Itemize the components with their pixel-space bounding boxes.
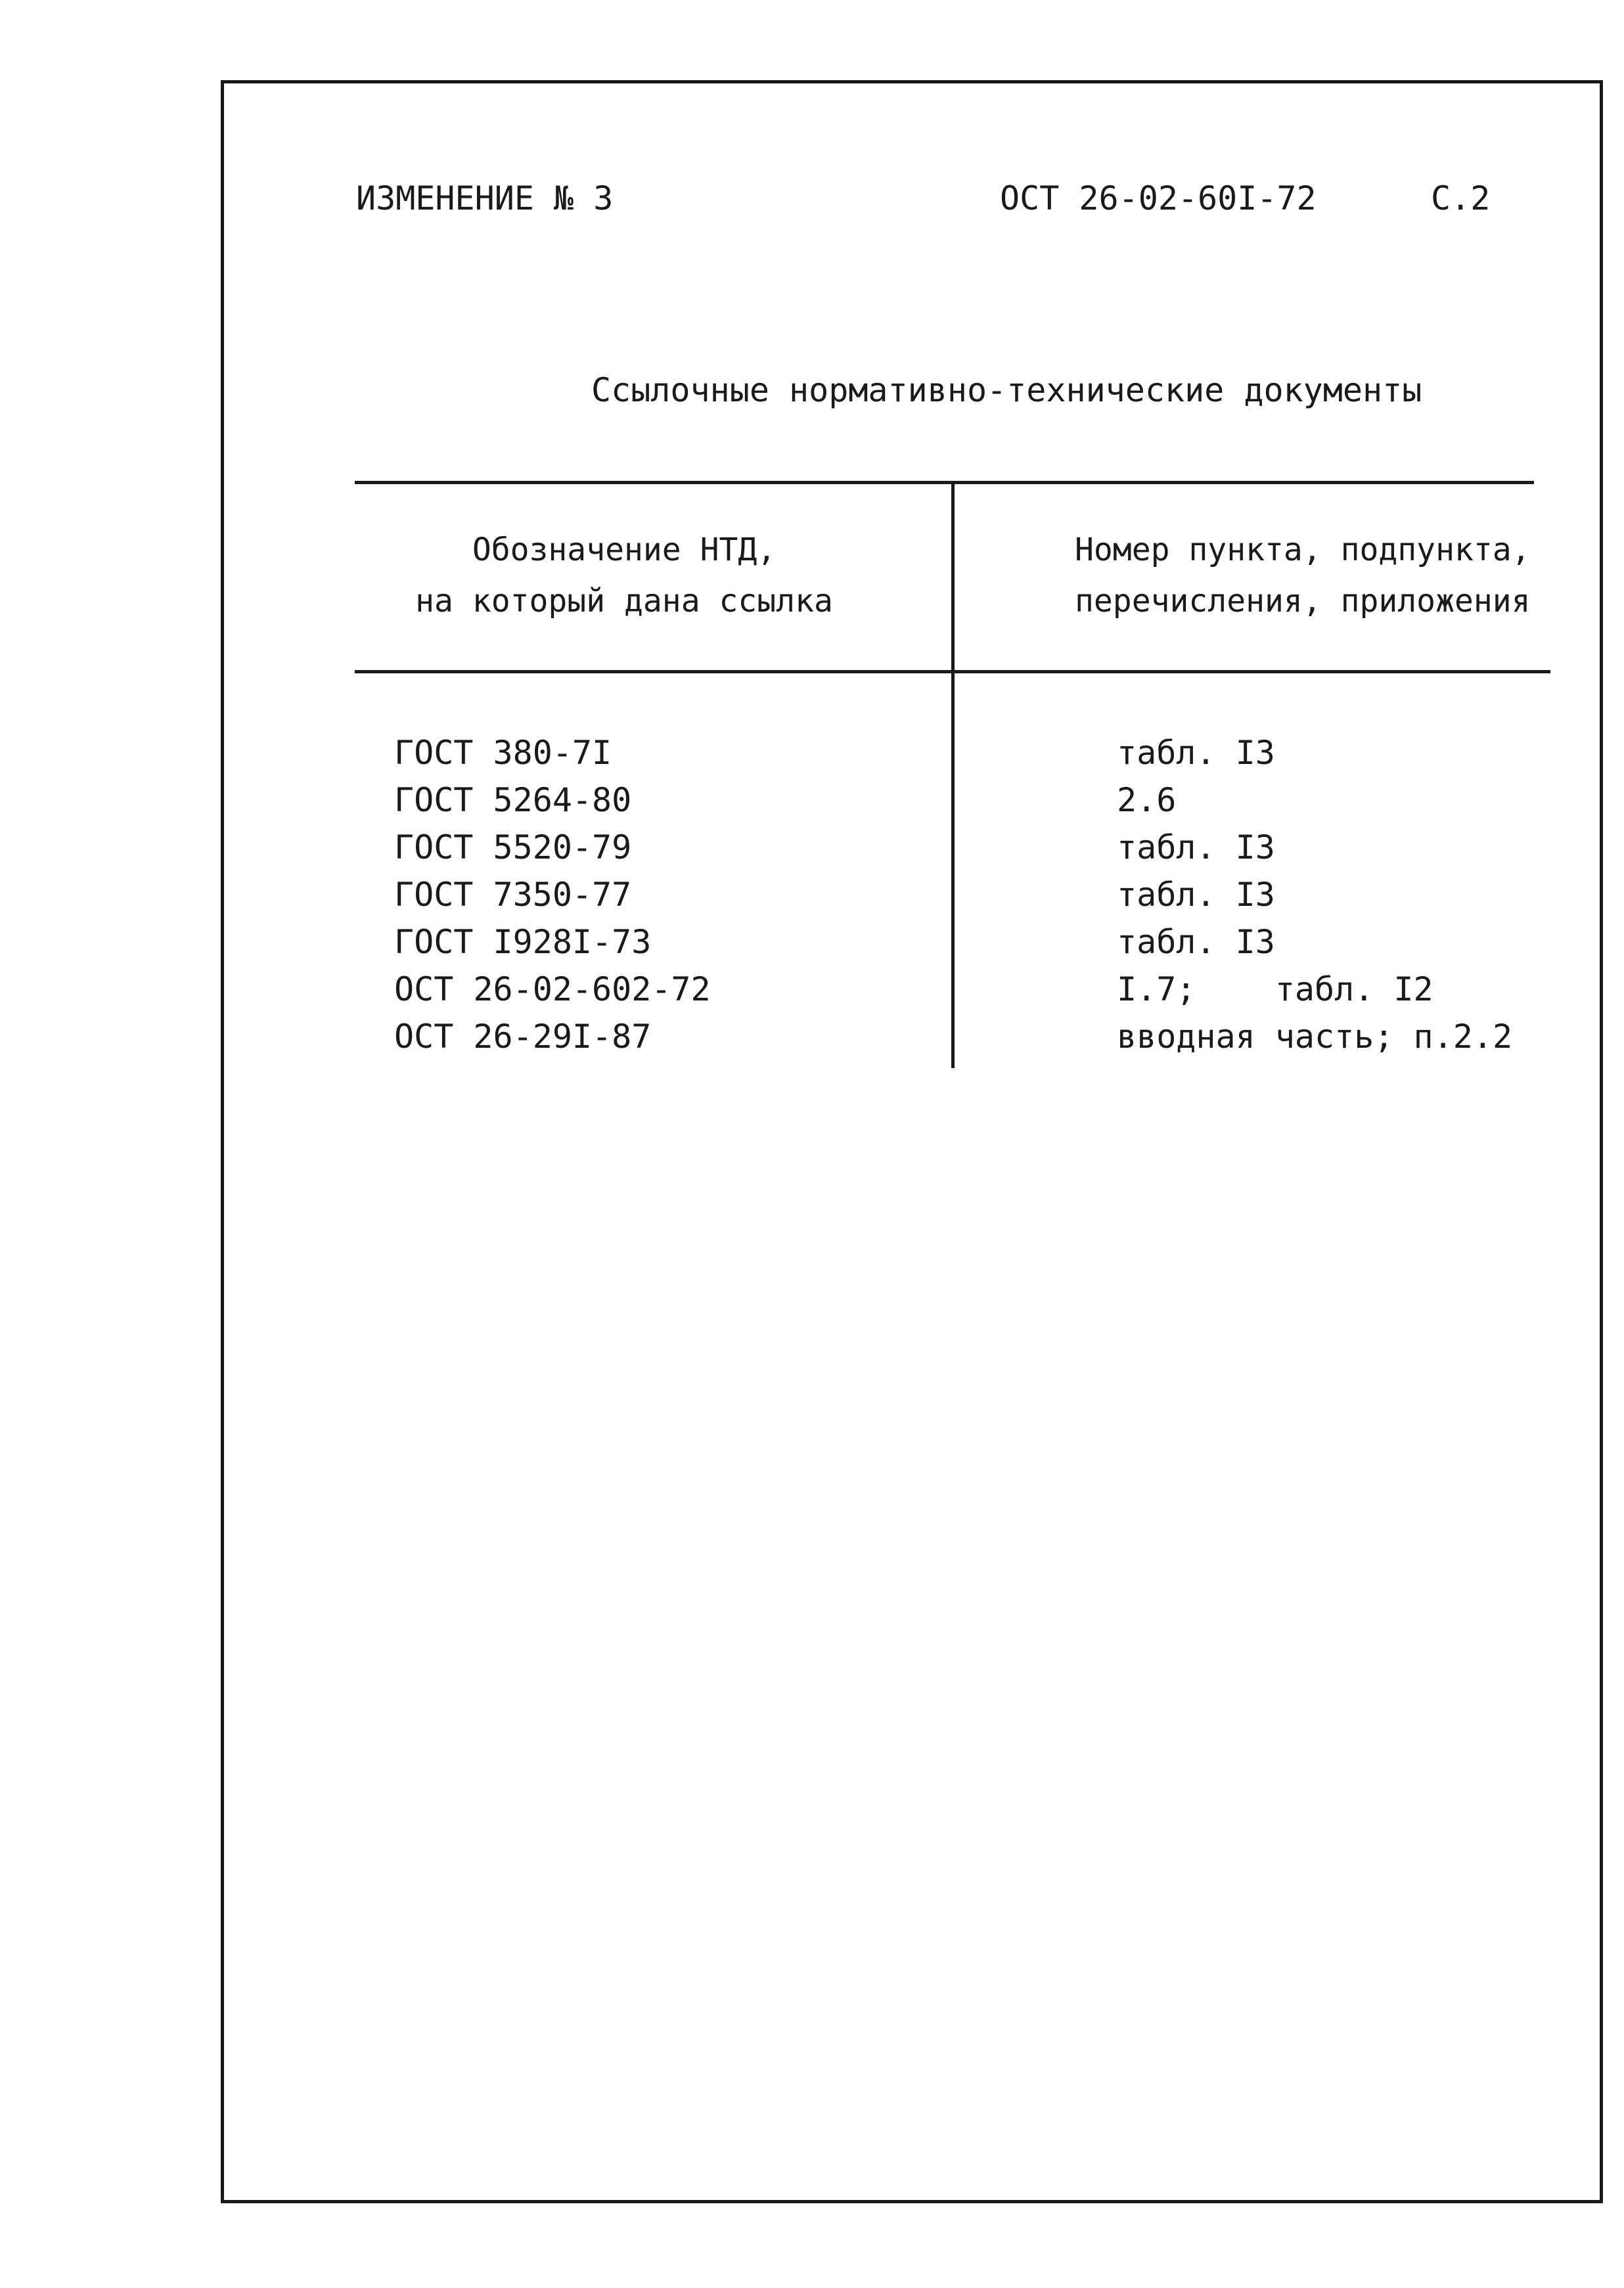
- clause-reference: табл. I3: [1117, 734, 1275, 772]
- clause-reference: вводная часть; п.2.2: [1117, 1018, 1513, 1056]
- document-list: [394, 729, 711, 1060]
- clause-reference: табл. I3: [1117, 876, 1275, 914]
- column-header-line: перечисления, приложения: [1075, 583, 1531, 619]
- clause-reference: I.7; табл. I2: [1117, 970, 1433, 1008]
- clause-reference: 2.6: [1117, 781, 1177, 819]
- column-header-line: Номер пункта, подпункта,: [1075, 531, 1531, 568]
- page-title: Ссылочные нормативно-технические документы: [591, 371, 1422, 409]
- column-divider: [951, 482, 955, 1068]
- document-designation: ГОСТ 7350-77: [394, 876, 632, 914]
- clause-list: [1117, 729, 1512, 1060]
- clause-reference: табл. I3: [1117, 923, 1275, 961]
- document-designation: ГОСТ 5520-79: [394, 828, 632, 866]
- standard-designation: ОСТ 26-02-60I-72: [1000, 179, 1317, 217]
- column-header-line: на который дана ссылка: [415, 583, 833, 619]
- page-number: С.2: [1431, 179, 1491, 217]
- clause-reference: табл. I3: [1117, 828, 1275, 866]
- document-designation: ОСТ 26-02-602-72: [394, 970, 711, 1008]
- column-header-document: [394, 524, 854, 627]
- column-header-clause: [1075, 524, 1531, 627]
- document-designation: ГОСТ 380-7I: [394, 734, 612, 772]
- document-designation: ГОСТ I928I-73: [394, 923, 652, 961]
- column-header-line: Обозначение НТД,: [472, 531, 777, 568]
- change-number: ИЗМЕНЕНИЕ № 3: [356, 179, 614, 217]
- document-designation: ГОСТ 5264-80: [394, 781, 632, 819]
- document-designation: ОСТ 26-29I-87: [394, 1018, 652, 1056]
- table-top-rule: [355, 481, 1534, 484]
